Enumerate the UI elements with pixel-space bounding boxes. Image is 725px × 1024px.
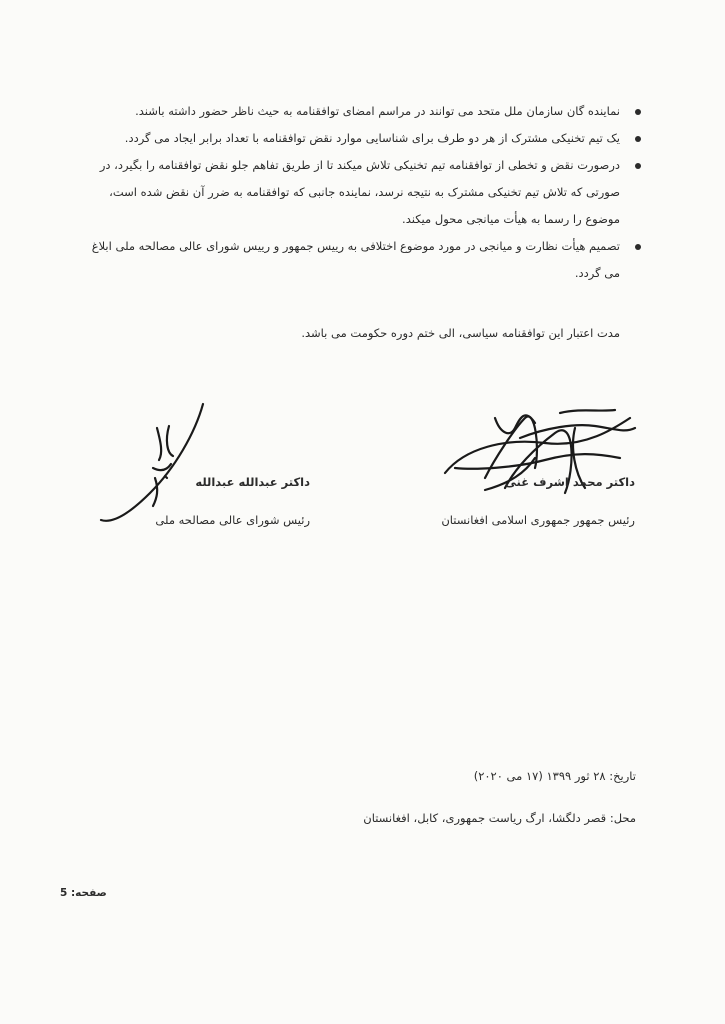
list-item-text: تصمیم هیأت نظارت و میانجی در مورد موضوع اختلافی به رییس جمهور و رییس شورای عالی مصالحه ملی ابلاغ می گردد. [91, 239, 620, 280]
list-item-text: نماینده گان سازمان ملل متحد می توانند در مراسم امضای توافقنامه به حیث ناظر حضور داشته باشند. [135, 104, 620, 118]
bullet-icon [635, 163, 641, 169]
document-place: محل: قصر دلگشا، ارگ ریاست جمهوری، کابل، افغانستان [363, 811, 636, 825]
signatory-title: رئیس جمهور جمهوری اسلامی افغانستان [441, 513, 635, 527]
bullet-icon [635, 109, 641, 115]
signatory-name: داکتر عبدالله عبدالله [195, 475, 310, 489]
list-item [90, 152, 620, 233]
signatory-right [420, 475, 635, 527]
signatory-title: رئیس شورای عالی مصالحه ملی [155, 513, 310, 527]
signatory-name: داکتر محمد اشرف غنی [504, 475, 635, 489]
provisions-list [90, 98, 620, 287]
bullet-icon [635, 244, 641, 250]
page-number: صفحه: 5 [60, 887, 107, 899]
list-item-text: درصورت نقض و تخطی از توافقنامه تیم تخنیکی تلاش میکند تا از طریق تفاهم جلو نقض توافقنامه را بگیرد، در صورتی که تلاش تیم تخنیکی مشترک به نتیجه نرسد، نماینده جانبی که توافقنامه به ضرر آن نقض شده است، موضوع را رسما به هیأت میانجی محول میکند. [99, 158, 620, 226]
list-item [90, 125, 620, 152]
document-date: تاریخ: ۲۸ ثور ۱۳۹۹ (۱۷ می ۲۰۲۰) [473, 769, 636, 783]
bullet-icon [635, 136, 641, 142]
validity-statement: مدت اعتبار این توافقنامه سیاسی، الی ختم دوره حکومت می باشد. [301, 326, 620, 340]
list-item-text: یک تیم تخنیکی مشترک از هر دو طرف برای شناسایی موارد نقض توافقنامه با تعداد برابر ایجاد می گردد. [124, 131, 620, 145]
signatory-left [150, 475, 310, 527]
list-item [90, 233, 620, 287]
list-item [90, 98, 620, 125]
